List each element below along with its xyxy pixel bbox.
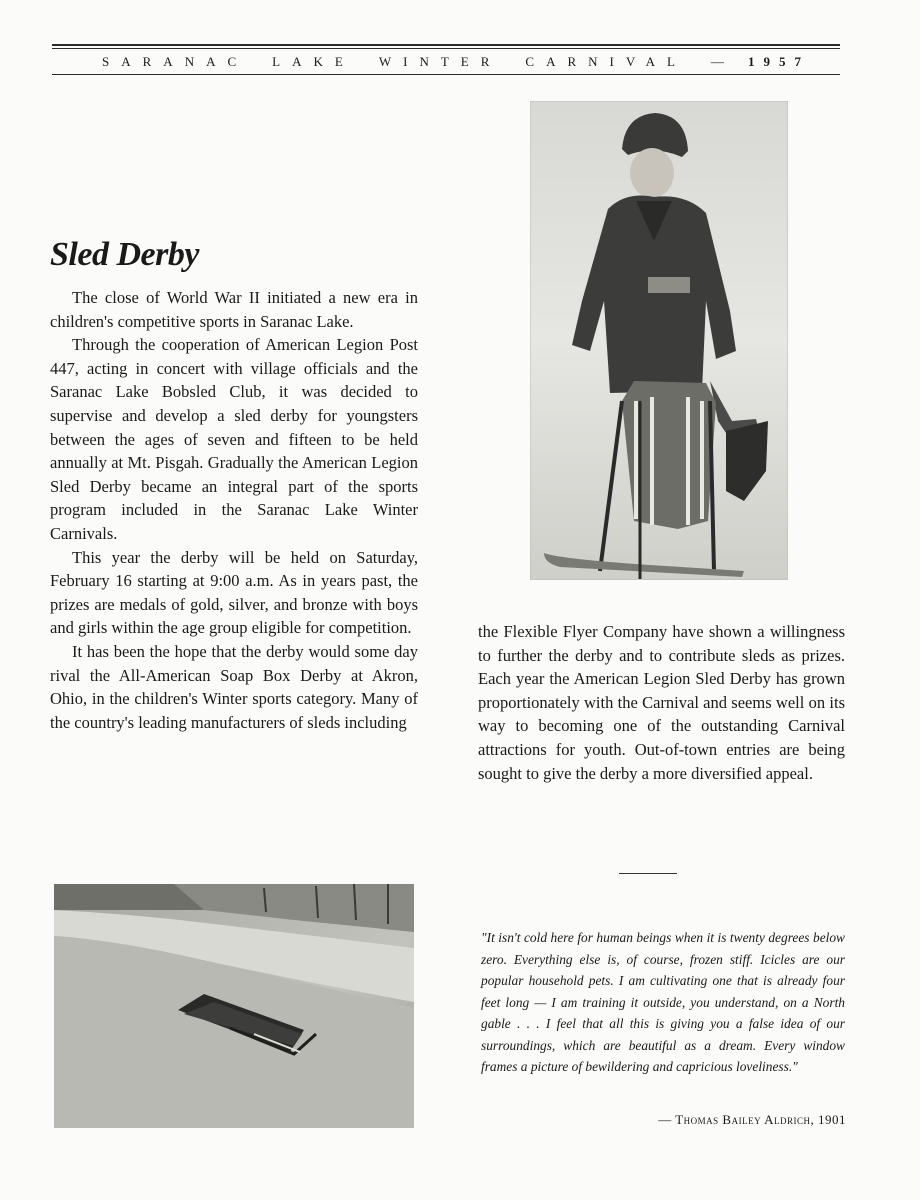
header-year: 1957 <box>747 54 810 69</box>
header-word-lake: LAKE <box>272 54 355 69</box>
paragraph: Through the cooperation of American Legion Post 447, acting in concert with village officials and the Saranac Lake Bobsled Club, it was decided to supervise and develop a sled derby for youngsters between the ages of seven and fifteen to be held annually at Mt. Pisgah. Gradually the American Legion Sled Derby became an integral part of the sports program included in the Saranac Lake Winter Carnivals. <box>50 335 418 543</box>
photo-boy-with-sled <box>530 101 788 580</box>
header-word-winter: WINTER <box>378 54 502 69</box>
header-dash: — <box>710 54 724 69</box>
paragraph: This year the derby will be held on Saturday, February 16 starting at 9:00 a.m. As in years past, the prizes are medals of gold, silver, and bronze with boys and girls within the age group eligible for competition. <box>50 547 418 638</box>
photo-bobsled-run-image <box>54 884 414 1128</box>
paragraph-continued: the Flexible Flyer Company have shown a willingness to further the derby and to contribute sleds as prizes. Each year the American Legion Sled Derby has grown proportionately with the Carnival and seems well on its way to becoming one of the outstanding Carnival attractions for youth. Out-of-town entries are being sought to give the derby a more diversified appeal. <box>478 622 845 783</box>
article-right-column <box>478 620 845 785</box>
paragraph: It has been the hope that the derby would some day rival the All-American Soap Box Derby at Akron, Ohio, in the children's Winter sports category. Many of the country's leading manufacturers of sleds including <box>50 641 418 732</box>
header-rule-top-thin <box>52 48 840 49</box>
aldrich-quote: "It isn't cold here for human beings when it is twenty degrees below zero. Everything else is, of course, frozen stiff. Icicles are our popular household pets. I am cultivating one that is already four feet long — I am training it outside, you understand, on a North gable . . . I feel that all this is giving you a false idea of our surroundings, which are beautiful as a dream. Every window frames a picture of bewildering and capricious loveliness." <box>481 930 845 1074</box>
section-divider <box>619 873 677 874</box>
photo-boy-with-sled-image <box>530 101 788 580</box>
header-word-saranac: SARANAC <box>102 54 249 69</box>
running-header <box>52 52 840 72</box>
header-word-carnival: CARNIVAL <box>525 54 687 69</box>
article-title: Sled Derby <box>50 236 199 273</box>
photo-bobsled-run <box>54 884 414 1128</box>
article-left-column <box>50 286 418 734</box>
header-rule-bottom <box>52 74 840 75</box>
paragraph: The close of World War II initiated a new era in children's competitive sports in Saranac Lake. <box>50 288 418 331</box>
quote-attribution: — Thomas Bailey Aldrich, 1901 <box>658 1112 846 1127</box>
header-rule-top <box>52 44 840 46</box>
